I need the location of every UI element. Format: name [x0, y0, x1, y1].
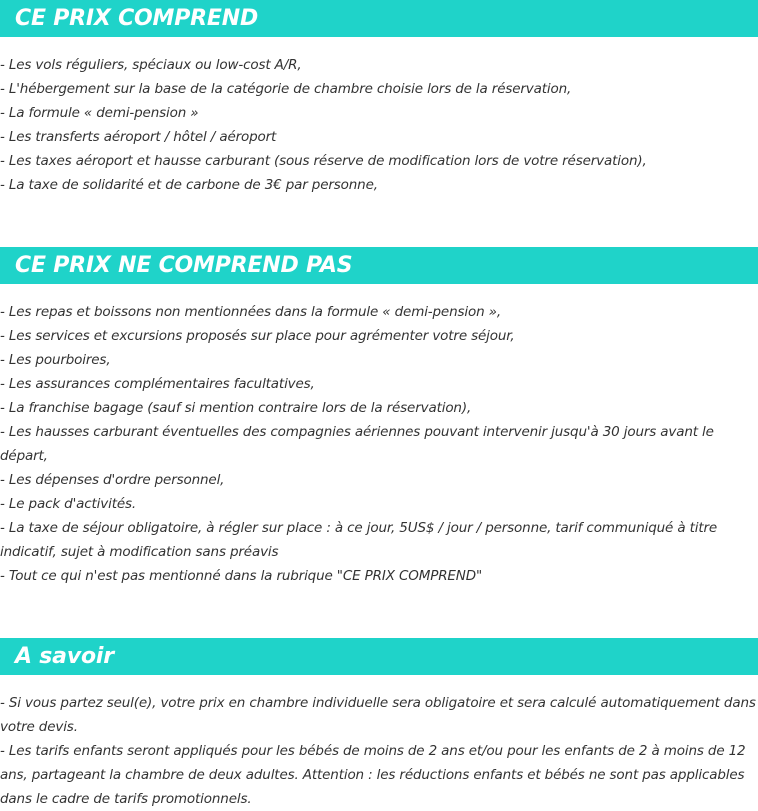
list-item: - Les services et excursions proposés sur place pour agrémenter votre séjour,: [0, 328, 515, 344]
list-item: - Les taxes aéroport et hausse carburant (sous réserve de modification lors de votre réservation),: [0, 153, 647, 169]
list-item: - Tout ce qui n'est pas mentionné dans la rubrique "CE PRIX COMPREND": [0, 568, 483, 584]
section-header-not-included: [0, 247, 758, 284]
list-item: - Les dépenses d'ordre personnel,: [0, 472, 225, 488]
list-item: - Les assurances complémentaires facultatives,: [0, 376, 315, 392]
section-header-good-to-know: [0, 638, 758, 675]
list-item: - Les pourboires,: [0, 352, 111, 368]
list-item: - La taxe de solidarité et de carbone de 3€ par personne,: [0, 177, 378, 193]
list-item: - Les transferts aéroport / hôtel / aéroport: [0, 129, 277, 145]
included-list: [0, 53, 758, 197]
list-item: - Les tarifs enfants seront appliqués pour les bébés de moins de 2 ans et/ou pour les enfants de 2 à moins de 12 ans, partageant la chambre de deux adultes. Attention : les réductions enfants et bébés ne sont pas applicables dans le cadre de tarifs promotionnels.: [0, 743, 746, 807]
list-item: - Si vous partez seul(e), votre prix en chambre individuelle sera obligatoire et sera calculé automatiquement dans votre devis.: [0, 695, 756, 735]
list-item: - Les vols réguliers, spéciaux ou low-cost A/R,: [0, 57, 302, 73]
list-item: - Les repas et boissons non mentionnées dans la formule « demi-pension »,: [0, 304, 501, 320]
list-item: - Le pack d'activités.: [0, 496, 137, 512]
good-to-know-list: [0, 691, 758, 811]
list-item: - La formule « demi-pension »: [0, 105, 199, 121]
section-header-included: [0, 0, 758, 37]
list-item: - La franchise bagage (sauf si mention contraire lors de la réservation),: [0, 400, 472, 416]
section-title: CE PRIX COMPREND: [15, 6, 259, 31]
list-item: - La taxe de séjour obligatoire, à régler sur place : à ce jour, 5US$ / jour / personne, tarif communiqué à titre indicatif, sujet à modification sans préavis: [0, 520, 718, 560]
section-title: CE PRIX NE COMPREND PAS: [15, 253, 353, 278]
not-included-list: [0, 300, 758, 588]
list-item: - Les hausses carburant éventuelles des compagnies aériennes pouvant intervenir jusqu'à 30 jours avant le départ,: [0, 424, 714, 464]
section-title: A savoir: [15, 644, 114, 669]
list-item: - L'hébergement sur la base de la catégorie de chambre choisie lors de la réservation,: [0, 81, 572, 97]
